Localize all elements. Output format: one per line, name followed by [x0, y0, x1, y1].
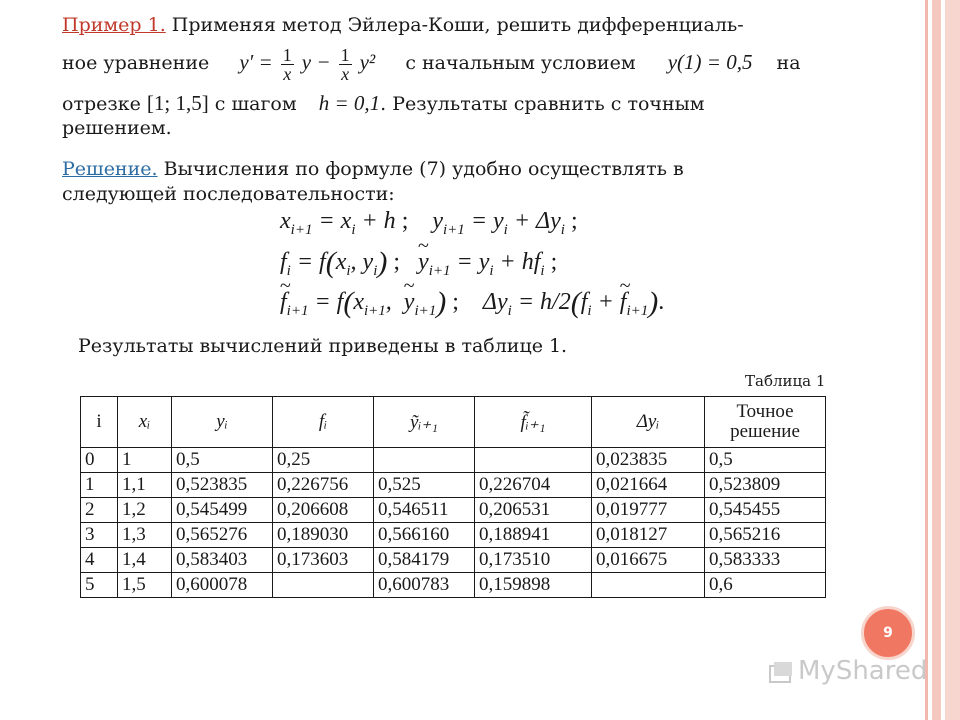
- table-cell: 0,584179: [374, 548, 475, 573]
- table-cell: 0,019777: [592, 498, 705, 523]
- table-cell: [273, 573, 374, 598]
- column-header: yᵢ: [172, 397, 273, 448]
- ode-fraction: $\frac{1}{x}$: [282, 44, 292, 84]
- table-cell: 0,5: [172, 448, 273, 473]
- solution-line-1: Решение. Вычисления по формуле (7) удобно осуществлять в: [62, 158, 684, 180]
- ode-lhs: y′ =: [239, 50, 273, 74]
- table-cell: 0,016675: [592, 548, 705, 573]
- table-cell: 0,523809: [705, 473, 826, 498]
- table-cell: 1,1: [118, 473, 172, 498]
- table-cell: [374, 448, 475, 473]
- table-cell: 0,173510: [475, 548, 592, 573]
- table-cell: 0,023835: [592, 448, 705, 473]
- column-header: i: [81, 397, 118, 448]
- formula-line-1: $x_{i+1} = x_i + h$ ; $y_{i+1} = y_i + \Delta y_i$ ;: [280, 208, 578, 238]
- initial-condition: y(1) = 0,5: [667, 50, 753, 74]
- formula-line-3: ~ $f_{i+1} = f(x_{i+1}$, ~ $y_{i+1}$) ; $\Delta y_i = h/2(f_i$ + ~ $f_{i+1}$).: [280, 286, 664, 320]
- table-cell: 0,566160: [374, 523, 475, 548]
- column-header: ỹᵢ₊₁: [374, 397, 475, 448]
- column-header: xᵢ: [118, 397, 172, 448]
- formula-line-2: $f_i = f(x_i$, $y_i$) ; ~ $y_{i+1} = y_i + hf_i$ ;: [280, 246, 557, 280]
- table-cell: 0,600783: [374, 573, 475, 598]
- table-cell: 0,173603: [273, 548, 374, 573]
- table-cell: 2: [81, 498, 118, 523]
- example-line-2: ное уравнение y′ = $\frac{1}{x}$ y − $\frac{1}{x}$ y² с начальным условием y(1) = 0,5 на: [62, 44, 801, 84]
- column-header: fᵢ: [273, 397, 374, 448]
- table-row: [81, 523, 826, 548]
- table-cell: 0,523835: [172, 473, 273, 498]
- table-row: [81, 498, 826, 523]
- table-cell: 0,583403: [172, 548, 273, 573]
- decor-rail: [945, 0, 960, 720]
- table-cell: 1,2: [118, 498, 172, 523]
- table-cell: 0,583333: [705, 548, 826, 573]
- example-line-4: решением.: [62, 117, 172, 139]
- decor-rail: [932, 0, 941, 720]
- column-header: f̃ᵢ₊₁: [475, 397, 592, 448]
- ode-fraction: $\frac{1}{x}$: [340, 44, 350, 84]
- table-row: [81, 573, 826, 598]
- column-header: Точное решение: [705, 397, 826, 448]
- table-row: [81, 448, 826, 473]
- table-cell: 0: [81, 448, 118, 473]
- results-text: Результаты вычислений приведены в таблице 1.: [78, 335, 568, 357]
- table-cell: 4: [81, 548, 118, 573]
- table-row: [81, 473, 826, 498]
- watermark-logo: MyShared: [798, 656, 928, 686]
- table-cell: 1: [118, 448, 172, 473]
- table-row: [81, 548, 826, 573]
- table-header-row: [81, 397, 826, 448]
- interval: [1; 1,5]: [146, 91, 209, 115]
- table-cell: 1,4: [118, 548, 172, 573]
- table-cell: 0,25: [273, 448, 374, 473]
- table-cell: 0,206531: [475, 498, 592, 523]
- decor-rail: [925, 0, 928, 720]
- table-cell: 0,189030: [273, 523, 374, 548]
- solution-line-2: следующей последовательности:: [62, 183, 395, 205]
- ode-middle: y −: [301, 50, 331, 74]
- ode-end: y²: [359, 50, 376, 74]
- table-cell: 0,545455: [705, 498, 826, 523]
- table-cell: 0,545499: [172, 498, 273, 523]
- table-cell: 0,6: [705, 573, 826, 598]
- table-cell: 0,565216: [705, 523, 826, 548]
- table-cell: 1,5: [118, 573, 172, 598]
- table-cell: 1,3: [118, 523, 172, 548]
- table-cell: 1: [81, 473, 118, 498]
- table-cell: [592, 573, 705, 598]
- table-cell: 0,226704: [475, 473, 592, 498]
- table-cell: 0,565276: [172, 523, 273, 548]
- table-cell: 0,525: [374, 473, 475, 498]
- example-line-1: Пример 1. Применяя метод Эйлера-Коши, решить дифференциаль-: [62, 14, 744, 36]
- table-cell: 0,188941: [475, 523, 592, 548]
- column-header: Δyᵢ: [592, 397, 705, 448]
- step-size: h = 0,1: [318, 91, 381, 115]
- table-cell: 0,5: [705, 448, 826, 473]
- table-cell: 0,546511: [374, 498, 475, 523]
- table-cell: 0,206608: [273, 498, 374, 523]
- page-number-badge: 9: [861, 606, 915, 660]
- example-line-3: отрезке [1; 1,5] с шагом h = 0,1. Результаты сравнить с точным: [62, 91, 705, 115]
- slides-logo-icon: [768, 660, 794, 686]
- table-cell: 0,021664: [592, 473, 705, 498]
- results-table: [80, 396, 826, 598]
- table-cell: 5: [81, 573, 118, 598]
- example-label: Пример 1.: [62, 14, 166, 36]
- table-cell: 0,159898: [475, 573, 592, 598]
- table-cell: 0,226756: [273, 473, 374, 498]
- table-cell: 0,600078: [172, 573, 273, 598]
- solution-label: Решение.: [62, 158, 158, 180]
- table-cell: [475, 448, 592, 473]
- table-cell: 3: [81, 523, 118, 548]
- table-caption: Таблица 1: [745, 372, 826, 390]
- table-cell: 0,018127: [592, 523, 705, 548]
